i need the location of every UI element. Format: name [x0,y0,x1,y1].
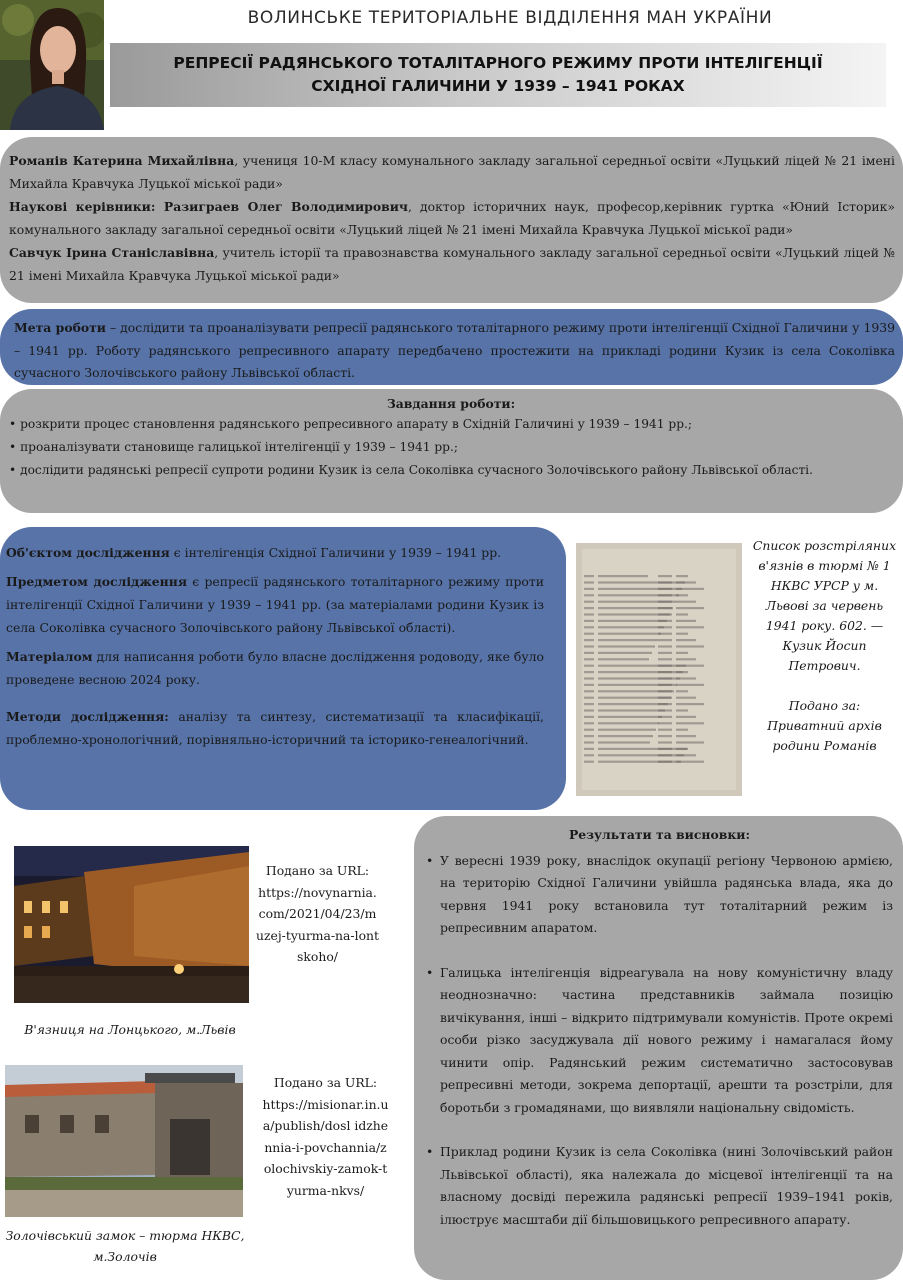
zolochiv-url-link[interactable]: https://misionar.in.ua/publish/dosl idzhennia-i-povchannia/zolochivskiy-zamok-tyurma-nkvs/ [262,1096,389,1198]
zolochiv-castle-photo [5,1065,243,1217]
poster-title: РЕПРЕСІЇ РАДЯНСЬКОГО ТОТАЛІТАРНОГО РЕЖИМУ ПРОТИ ІНТЕЛІГЕНЦІЇ СХІДНОЇ ГАЛИЧИНИ У 1939 – 1941 РОКАХ [110,43,886,107]
goal-text: – дослідити та проаналізувати репресії радянського тоталітарного режиму проти інтелігенції Східної Галичини у 1939 – 1941 рр. Роботу радянського репресивного апарату передбачено простежити на прикладі родини Кузик із села Соколівка сучасного Золочівського району Львівської області. [14,320,895,380]
supervisor-label: Наукові керівники: Разиграев Олег Володимирович [9,199,408,214]
methods-line: Методи дослідження: аналізу та синтезу, систематизації та класифікації, проблемно-хронологічний, порівняльно-історичний та історико-генеалогічний. [6,709,544,747]
tasks-title: Завдання роботи: [386,396,516,411]
results-block [414,816,903,1280]
tasks-block [0,389,903,513]
results-list [426,850,893,1232]
results-item: • Галицька інтелігенція відреагувала на нову комуністичну владу неоднозначно: частина представників займала позицію вичікування, інші – відкрито підтримували комуністів. Проте окремі особи різко засуджувала дії нового режиму і намагалася йому чинити опір. Радянський режим систематично застосовував репресивні методи, зокрема депортації, арешти та розстріли, для боротьби з громадянами, що виявляли національну свідомість. [426,962,893,1120]
supervisor2-line: Савчук Ірина Станіславівна, учитель історії та правознавства комунального закладу загальної середньої освіти «Луцький ліцей № 21 імені Михайла Кравчука Луцької міської ради» [9,245,896,283]
author-name: Романів Катерина Михайлівна [9,153,235,168]
goal-block [0,309,903,385]
supervisor2-name: Савчук Ірина Станіславівна [9,245,215,260]
object-line: Об'єктом дослідження є інтелігенція Східної Галичини у 1939 – 1941 рр. [6,545,502,560]
results-item: • У вересні 1939 року, внаслідок окупації регіону Червоною армією, на територію Східної Галичини увійшла радянська влада, яка до червня 1941 року встановила тут тоталітарний режим із репресивним апаратом. [426,850,893,940]
archival-list-photo [576,543,742,796]
task-item: • проаналізувати становище галицької інтелігенції у 1939 – 1941 рр.; [9,440,458,454]
lviv-photo-caption: В'язниця на Лонцького, м.Львів [24,1022,236,1037]
archival-list-caption: Список розстріляних в'язнів в тюрмі № 1 НКВС УРСР у м. Львові за червень 1941 року. 602. — Кузик Йосип Петрович. Подано за: Приватний архів родини Романів [752,536,897,756]
author-line: Романів Катерина Михайлівна, учениця 10-М класу комунального закладу загальної середньої освіти «Луцький ліцей № 21 імені Михайла Кравчука Луцької міської ради» [9,153,895,191]
organization-name: ВОЛИНСЬКЕ ТЕРИТОРІАЛЬНЕ ВІДДІЛЕННЯ МАН УКРАЇНИ [247,8,773,28]
research-object-block [0,527,566,810]
material-line: Матеріалом для написання роботи було власне дослідження родоводу, яке було проведене весною 2024 року. [6,649,544,687]
zolochiv-photo-caption: Золочівський замок – тюрма НКВС, м.Золочів [5,1228,245,1264]
lviv-url-block: Подано за URL: https://novynarnia.com/2021/04/23/muzej-tyurma-na-lontskoho/ [255,860,380,968]
goal-label: Мета роботи [14,320,106,335]
lviv-url-link[interactable]: https://novynarnia.com/2021/04/23/muzej-tyurma-na-lontskoho/ [255,884,379,964]
author-portrait-photo [0,0,104,130]
lontskoho-prison-photo [14,846,249,1003]
subject-line: Предметом дослідження є репресії радянського тоталітарного режиму проти інтелігенції Східної Галичини у 1939 – 1941 рр. (за матеріалами родини Кузик із села Соколівка сучасного Золочівського району Львівської області). [6,574,544,635]
results-item: • Приклад родини Кузик із села Соколівка (нині Золочівський район Львівської області), яка належала до місцевої інтелігенції та на власному досвіді пережила радянські репресії 1939–1941 років, ілюструє масштаби дії більшовицького репресивного апарату. [426,1141,893,1231]
archival-source: Подано за: Приватний архів родини Романів [767,698,882,753]
task-item: • розкрити процес становлення радянського репресивного апарату в Східній Галичині у 1939 – 1941 рр.; [9,417,692,431]
supervisor-line: Наукові керівники: Разиграев Олег Володимирович, доктор історичних наук, професор,керівник гуртка «Юний Історик» комунального закладу загальної середньої освіти «Луцький ліцей № 21 імені Михайла Кравчука Луцької міської ради» [9,199,895,237]
results-title: Результати та висновки: [568,827,751,842]
zolochiv-url-block: Подано за URL: https://misionar.in.ua/publish/dosl idzhennia-i-povchannia/zolochivskiy-zamok-tyurma-nkvs/ [262,1072,389,1201]
task-item: • дослідити радянські репресії супроти родини Кузик із села Соколівка сучасного Золочівського району Львівської області. [9,463,813,477]
authors-block [0,137,903,303]
